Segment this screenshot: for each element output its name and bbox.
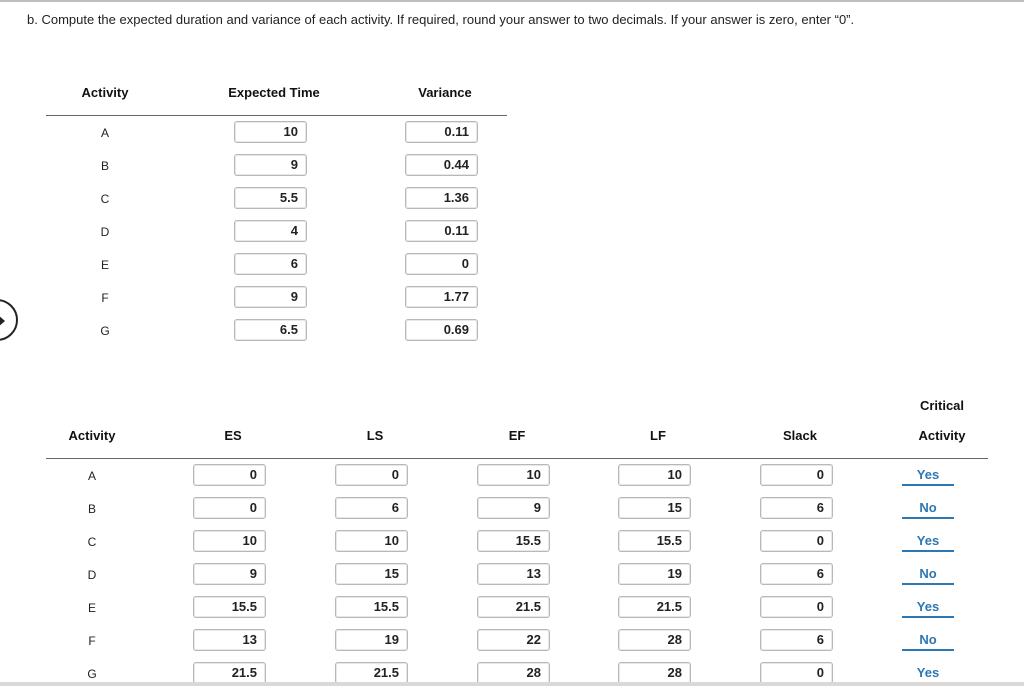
ls-input[interactable]: 0 xyxy=(335,464,408,486)
slack-input[interactable]: 6 xyxy=(760,629,833,651)
ef-input[interactable]: 21.5 xyxy=(477,596,550,618)
slack-input[interactable]: 6 xyxy=(760,563,833,585)
column-header-activity: Activity xyxy=(81,85,129,100)
critical-activity-select[interactable]: No xyxy=(902,566,954,585)
ef-input[interactable]: 9 xyxy=(477,497,550,519)
activity-label: G xyxy=(100,324,110,338)
ef-input[interactable]: 22 xyxy=(477,629,550,651)
lf-input[interactable]: 15.5 xyxy=(618,530,691,552)
activity-label: B xyxy=(87,502,96,516)
lf-input[interactable]: 10 xyxy=(618,464,691,486)
es-input[interactable]: 13 xyxy=(193,629,266,651)
lf-input[interactable]: 28 xyxy=(618,629,691,651)
top-divider xyxy=(0,0,1024,2)
header-divider xyxy=(46,458,988,459)
variance-input[interactable]: 0.11 xyxy=(405,121,478,143)
column-header-critical-line2: Activity xyxy=(918,428,966,443)
es-input[interactable]: 0 xyxy=(193,464,266,486)
ls-input[interactable]: 6 xyxy=(335,497,408,519)
lf-input[interactable]: 28 xyxy=(618,662,691,684)
ef-input[interactable]: 13 xyxy=(477,563,550,585)
column-header-activity: Activity xyxy=(68,428,116,443)
critical-activity-select[interactable]: Yes xyxy=(902,599,954,618)
variance-input[interactable]: 0 xyxy=(405,253,478,275)
bottom-divider xyxy=(0,682,1024,686)
es-input[interactable]: 15.5 xyxy=(193,596,266,618)
variance-input[interactable]: 0.69 xyxy=(405,319,478,341)
slack-input[interactable]: 0 xyxy=(760,464,833,486)
ef-input[interactable]: 28 xyxy=(477,662,550,684)
critical-activity-select[interactable]: No xyxy=(902,500,954,519)
column-header-variance: Variance xyxy=(418,85,472,100)
question-prompt: b. Compute the expected duration and variance of each activity. If required, round your answer to two decimals. If your answer is zero, enter “0”. xyxy=(27,12,855,27)
activity-label: A xyxy=(100,126,109,140)
activity-label: C xyxy=(87,535,97,549)
expected-time-input[interactable]: 9 xyxy=(234,154,307,176)
variance-input[interactable]: 0.11 xyxy=(405,220,478,242)
lf-input[interactable]: 15 xyxy=(618,497,691,519)
column-header-ef: EF xyxy=(508,428,526,443)
critical-activity-select[interactable]: Yes xyxy=(902,467,954,486)
column-header-ls: LS xyxy=(366,428,384,443)
expected-time-input[interactable]: 6.5 xyxy=(234,319,307,341)
activity-label: D xyxy=(87,568,97,582)
ls-input[interactable]: 21.5 xyxy=(335,662,408,684)
activity-label: E xyxy=(100,258,109,272)
variance-input[interactable]: 1.77 xyxy=(405,286,478,308)
column-header-lf: LF xyxy=(650,428,666,443)
header-divider xyxy=(46,115,507,116)
slack-input[interactable]: 6 xyxy=(760,497,833,519)
previous-part-button[interactable] xyxy=(0,299,18,341)
expected-time-input[interactable]: 5.5 xyxy=(234,187,307,209)
lf-input[interactable]: 21.5 xyxy=(618,596,691,618)
column-header-expected-time: Expected Time xyxy=(228,85,320,100)
activity-label: A xyxy=(87,469,96,483)
ls-input[interactable]: 15.5 xyxy=(335,596,408,618)
ls-input[interactable]: 19 xyxy=(335,629,408,651)
es-input[interactable]: 21.5 xyxy=(193,662,266,684)
expected-time-input[interactable]: 4 xyxy=(234,220,307,242)
es-input[interactable]: 0 xyxy=(193,497,266,519)
lf-input[interactable]: 19 xyxy=(618,563,691,585)
column-header-slack: Slack xyxy=(783,428,817,443)
ls-input[interactable]: 10 xyxy=(335,530,408,552)
slack-input[interactable]: 0 xyxy=(760,662,833,684)
ef-input[interactable]: 10 xyxy=(477,464,550,486)
ef-input[interactable]: 15.5 xyxy=(477,530,550,552)
es-input[interactable]: 9 xyxy=(193,563,266,585)
variance-input[interactable]: 1.36 xyxy=(405,187,478,209)
column-header-es: ES xyxy=(224,428,242,443)
expected-time-input[interactable]: 6 xyxy=(234,253,307,275)
ls-input[interactable]: 15 xyxy=(335,563,408,585)
slack-input[interactable]: 0 xyxy=(760,530,833,552)
activity-label: B xyxy=(100,159,109,173)
chevron-right-icon xyxy=(0,314,6,328)
expected-time-input[interactable]: 10 xyxy=(234,121,307,143)
activity-label: E xyxy=(87,601,96,615)
activity-label: F xyxy=(101,291,109,305)
activity-label: D xyxy=(100,225,110,239)
es-input[interactable]: 10 xyxy=(193,530,266,552)
slack-input[interactable]: 0 xyxy=(760,596,833,618)
expected-time-input[interactable]: 9 xyxy=(234,286,307,308)
activity-label: G xyxy=(87,667,97,681)
activity-label: F xyxy=(88,634,96,648)
critical-activity-select[interactable]: Yes xyxy=(902,533,954,552)
critical-activity-select[interactable]: Yes xyxy=(902,665,954,684)
activity-label: C xyxy=(100,192,110,206)
variance-input[interactable]: 0.44 xyxy=(405,154,478,176)
column-header-critical-line1: Critical xyxy=(919,398,965,413)
critical-activity-select[interactable]: No xyxy=(902,632,954,651)
